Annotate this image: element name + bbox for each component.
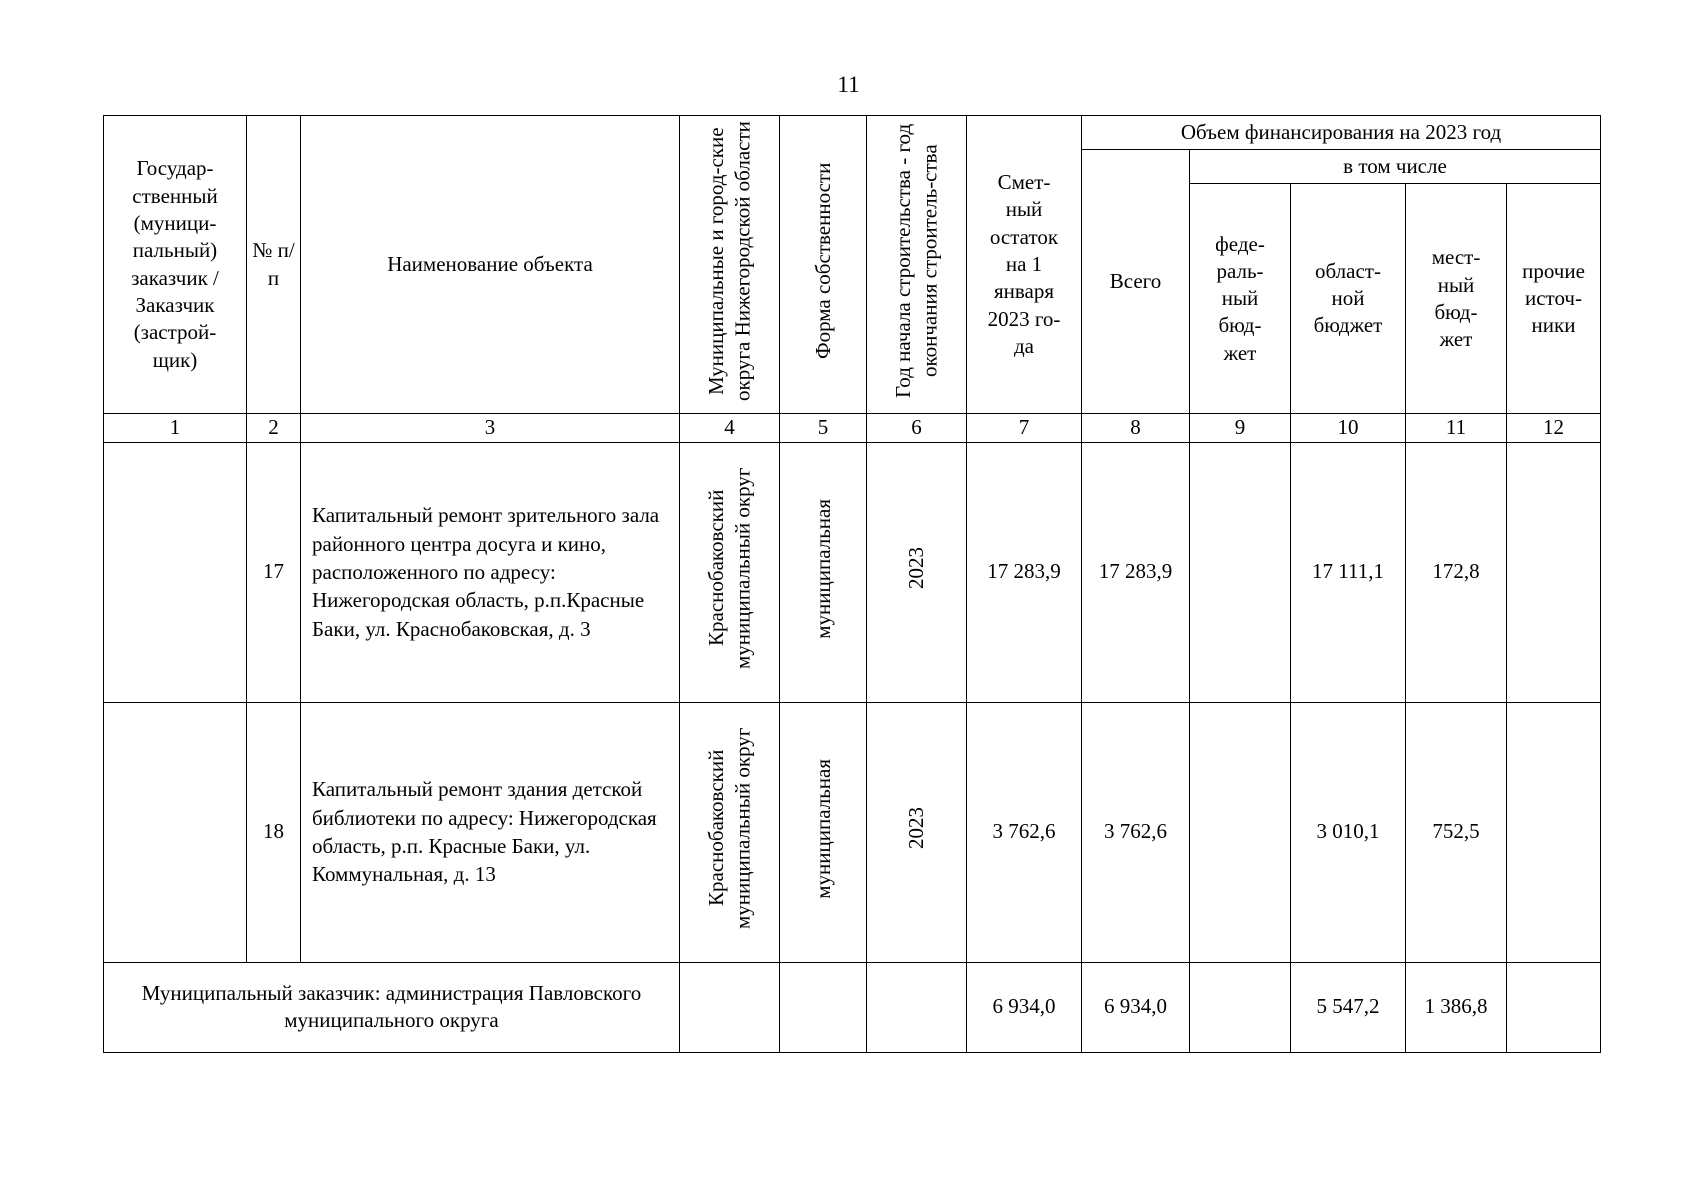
row-district: Краснобаковский муниципальный округ — [704, 467, 755, 670]
column-number: 9 — [1190, 414, 1291, 442]
column-number: 4 — [680, 414, 780, 442]
row-ownership-cell — [780, 702, 867, 962]
summary-ownership — [780, 962, 867, 1052]
row-other — [1507, 442, 1601, 702]
header-estimate: Смет-ный остаток на 1 января 2023 го-да — [967, 116, 1082, 414]
header-financing-group: Объем финансирования на 2023 год — [1082, 116, 1601, 150]
row-customer — [104, 702, 247, 962]
header-ownership: Форма собственности — [810, 162, 835, 360]
row-number: 17 — [247, 442, 301, 702]
header-customer: Государ-ственный (муници-пальный) заказчик / Заказчик (застрой-щик) — [104, 116, 247, 414]
row-total: 3 762,6 — [1082, 702, 1190, 962]
header-federal: феде-раль-ный бюд-жет — [1190, 184, 1291, 414]
column-number: 1 — [104, 414, 247, 442]
row-local: 172,8 — [1406, 442, 1507, 702]
table-row — [104, 702, 1601, 962]
row-object-name: Капитальный ремонт зрительного зала районного центра досуга и кино, расположенного по адресу: Нижегородская область, р.п.Красные Баки, ул. Краснобаковская, д. 3 — [301, 442, 680, 702]
summary-total: 6 934,0 — [1082, 962, 1190, 1052]
header-other: прочие источ-ники — [1507, 184, 1601, 414]
row-years-cell — [867, 442, 967, 702]
row-district: Краснобаковский муниципальный округ — [704, 727, 755, 930]
summary-label: Муниципальный заказчик: администрация Павловского муниципального округа — [104, 962, 680, 1052]
row-years: 2023 — [904, 807, 929, 850]
financing-table — [103, 115, 1601, 1053]
summary-row — [104, 962, 1601, 1052]
header-local: мест-ный бюд-жет — [1406, 184, 1507, 414]
header-row-1 — [104, 116, 1601, 150]
column-number: 6 — [867, 414, 967, 442]
header-years-cell — [867, 116, 967, 414]
summary-regional: 5 547,2 — [1291, 962, 1406, 1052]
header-including: в том числе — [1190, 150, 1601, 184]
row-ownership-cell — [780, 442, 867, 702]
row-years: 2023 — [904, 547, 929, 590]
header-number: № п/п — [247, 116, 301, 414]
column-number: 3 — [301, 414, 680, 442]
row-regional: 17 111,1 — [1291, 442, 1406, 702]
row-federal — [1190, 442, 1291, 702]
row-regional: 3 010,1 — [1291, 702, 1406, 962]
row-local: 752,5 — [1406, 702, 1507, 962]
row-number: 18 — [247, 702, 301, 962]
summary-district — [680, 962, 780, 1052]
summary-federal — [1190, 962, 1291, 1052]
summary-years — [867, 962, 967, 1052]
summary-local: 1 386,8 — [1406, 962, 1507, 1052]
row-estimate: 17 283,9 — [967, 442, 1082, 702]
header-total: Всего — [1082, 150, 1190, 414]
column-number: 12 — [1507, 414, 1601, 442]
row-ownership: муниципальная — [810, 758, 835, 899]
row-object-name: Капитальный ремонт здания детской библиотеки по адресу: Нижегородская область, р.п. Красные Баки, ул. Коммунальная, д. 13 — [301, 702, 680, 962]
row-total: 17 283,9 — [1082, 442, 1190, 702]
column-number: 7 — [967, 414, 1082, 442]
column-number: 2 — [247, 414, 301, 442]
header-regional: област-ной бюджет — [1291, 184, 1406, 414]
table-row — [104, 442, 1601, 702]
header-district: Муниципальные и город-ские округа Нижегородской области — [704, 121, 755, 401]
row-customer — [104, 442, 247, 702]
column-number-row — [104, 414, 1601, 442]
row-federal — [1190, 702, 1291, 962]
row-ownership: муниципальная — [810, 498, 835, 639]
column-number: 11 — [1406, 414, 1507, 442]
column-number: 5 — [780, 414, 867, 442]
column-number: 8 — [1082, 414, 1190, 442]
row-district-cell — [680, 442, 780, 702]
header-district-cell — [680, 116, 780, 414]
row-district-cell — [680, 702, 780, 962]
row-years-cell — [867, 702, 967, 962]
column-number: 10 — [1291, 414, 1406, 442]
header-ownership-cell — [780, 116, 867, 414]
page-number: 11 — [837, 72, 860, 97]
row-other — [1507, 702, 1601, 962]
header-years: Год начала строительства - год окончания строитель-ства — [891, 123, 942, 399]
header-object-name: Наименование объекта — [301, 116, 680, 414]
row-estimate: 3 762,6 — [967, 702, 1082, 962]
summary-estimate: 6 934,0 — [967, 962, 1082, 1052]
summary-other — [1507, 962, 1601, 1052]
